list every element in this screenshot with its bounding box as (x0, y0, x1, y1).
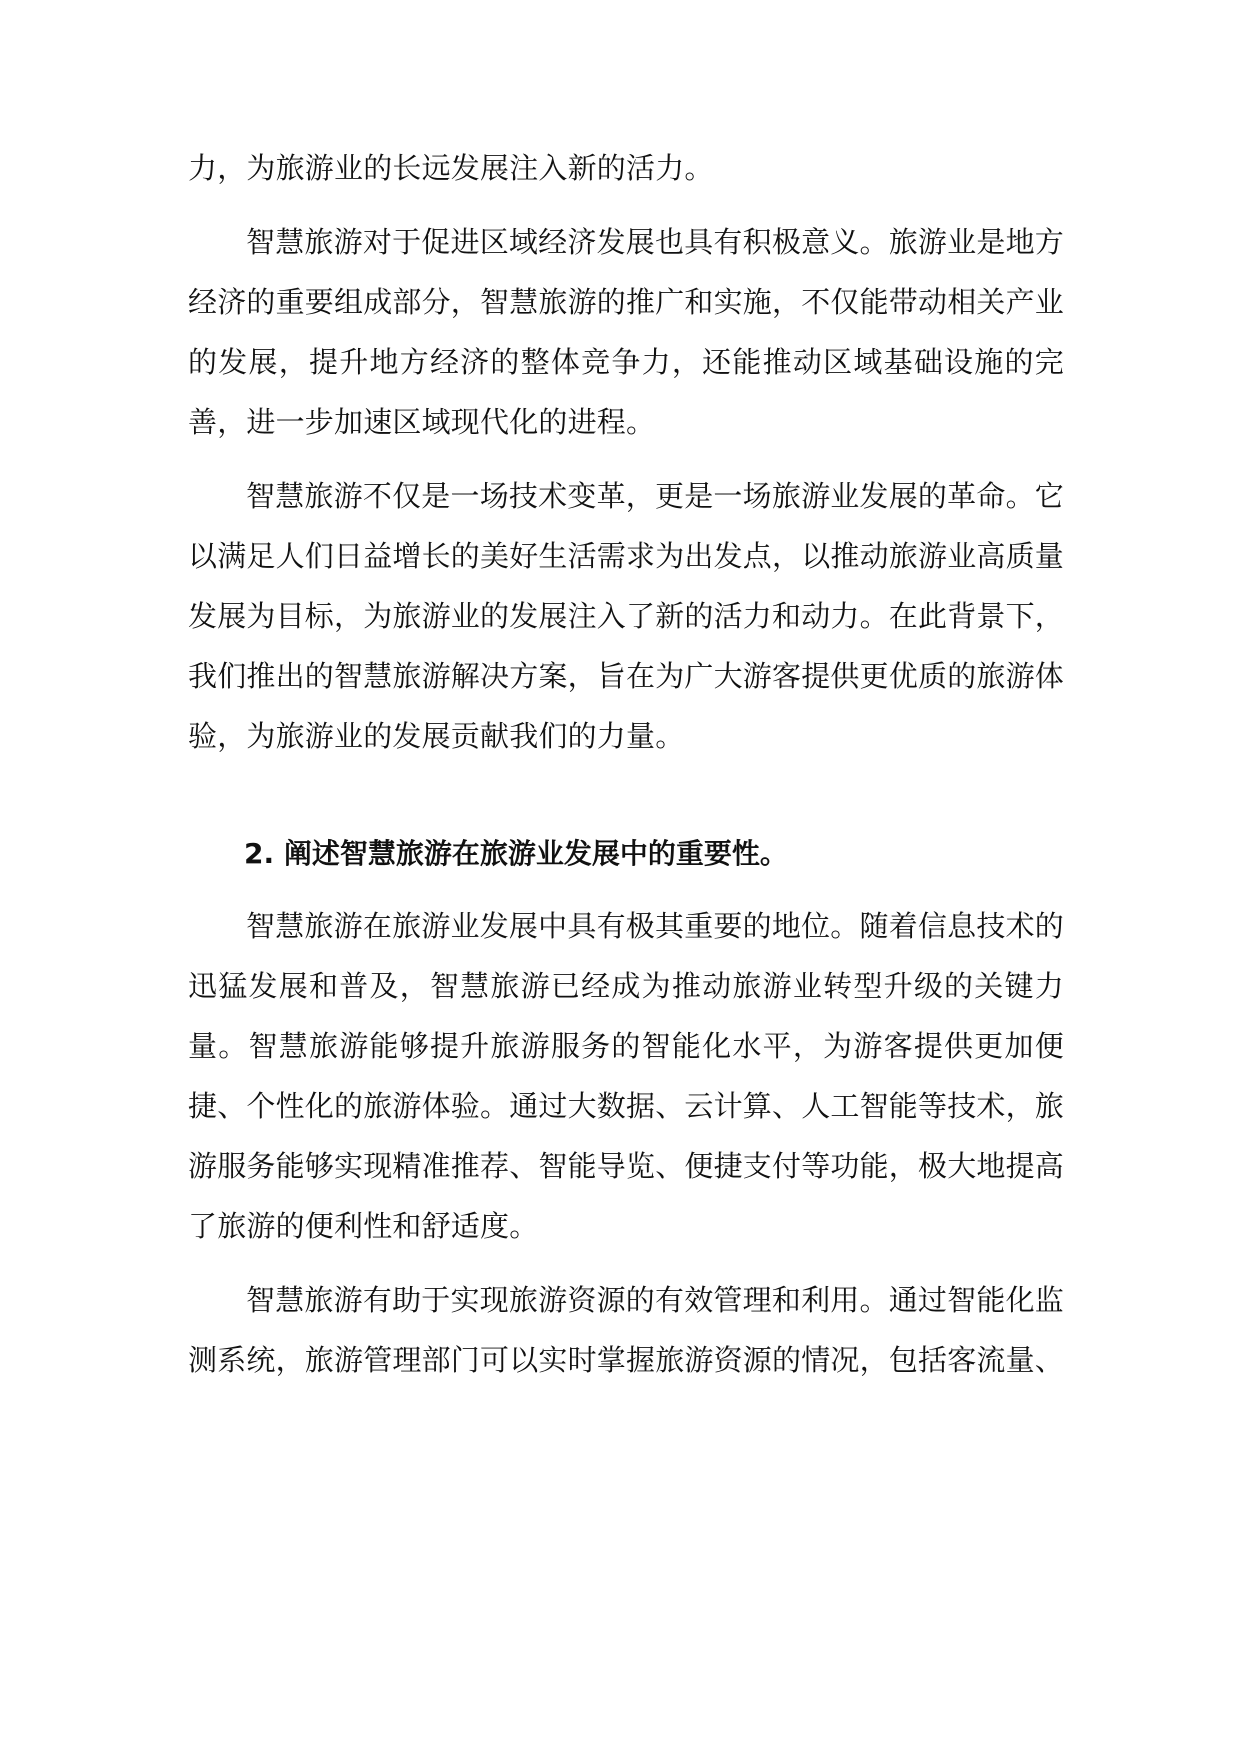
section-heading: 2. 阐述智慧旅游在旅游业发展中的重要性。 (244, 837, 788, 870)
document-body (188, 150, 1064, 1404)
paragraph-importance: 智慧旅游在旅游业发展中具有极其重要的地位。随着信息技术的迅猛发展和普及，智慧旅游已经成为推动旅游业转型升级的关键力量。智慧旅游能够提升旅游服务的智能化水平，为游客提供更加便捷、个性化的旅游体验。通过大数据、云计算、人工智能等技术，旅游服务能够实现精准推荐、智能导览、便捷支付等功能，极大地提高了旅游的便利性和舒适度。 (188, 909, 1065, 1243)
paragraph-continuation: 力，为旅游业的长远发展注入新的活力。 (188, 151, 714, 185)
paragraph-resource-management: 智慧旅游有助于实现旅游资源的有效管理和利用。通过智能化监测系统，旅游管理部门可以实时掌握旅游资源的情况，包括客流量、 (188, 1283, 1065, 1377)
paragraph-tech-revolution: 智慧旅游不仅是一场技术变革，更是一场旅游业发展的革命。它以满足人们日益增长的美好生活需求为出发点，以推动旅游业高质量发展为目标，为旅游业的发展注入了新的活力和动力。在此背景下，我们推出的智慧旅游解决方案，旨在为广大游客提供更优质的旅游体验，为旅游业的发展贡献我们的力量。 (188, 479, 1065, 753)
paragraph-regional-economy: 智慧旅游对于促进区域经济发展也具有积极意义。旅游业是地方经济的重要组成部分，智慧旅游的推广和实施，不仅能带动相关产业的发展，提升地方经济的整体竞争力，还能推动区域基础设施的完善，进一步加速区域现代化的进程。 (188, 225, 1065, 439)
